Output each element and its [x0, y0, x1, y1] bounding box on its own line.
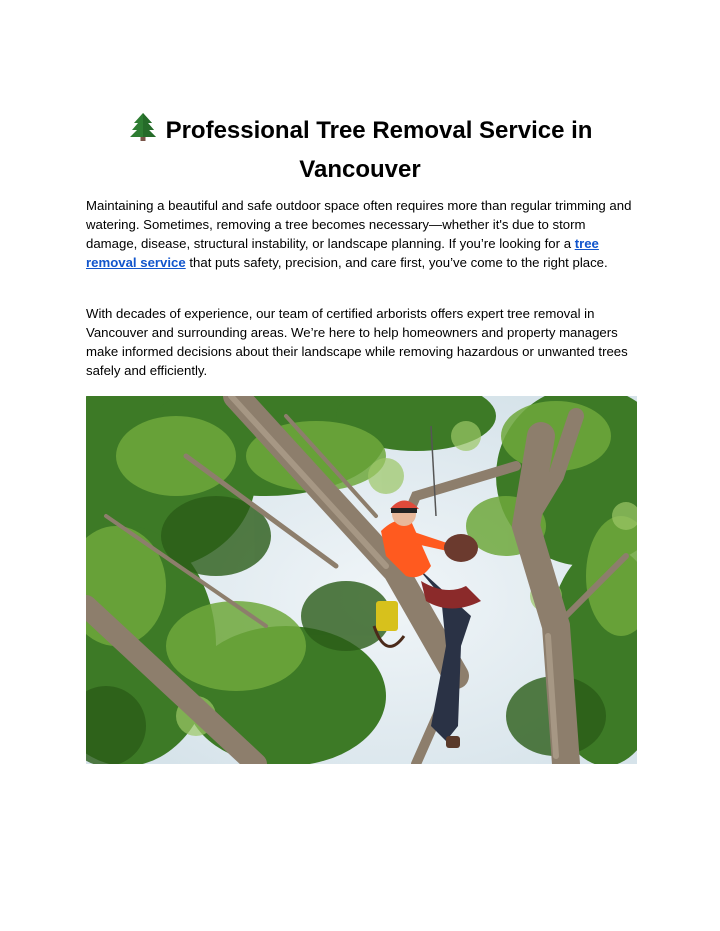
intro-text: Maintaining a beautiful and safe outdoor space often requires more than regular trimming and watering. Sometimes, removing a tree becomes necessary—whether it's due to storm damage, disease, structural instability, or landscape planning. If you’re looking for a [86, 198, 632, 251]
page-title [86, 112, 634, 187]
arborist-climbing-tree-photo [86, 396, 637, 764]
experience-paragraph: With decades of experience, our team of certified arborists offers expert tree removal in Vancouver and surrounding areas. We’re here to help homeowners and property managers make informed decisions about their landscape while removing hazardous or unwanted trees safely and efficiently. [86, 306, 628, 378]
evergreen-tree-icon [128, 112, 158, 152]
intro-paragraph [86, 196, 638, 272]
page-title-text: Professional Tree Removal Service in Vancouver [165, 117, 593, 183]
intro-text-end: that puts safety, precision, and care first, you’ve come to the right place. [185, 255, 608, 270]
tree-removal-service-link[interactable]: tree removal service [86, 236, 599, 270]
